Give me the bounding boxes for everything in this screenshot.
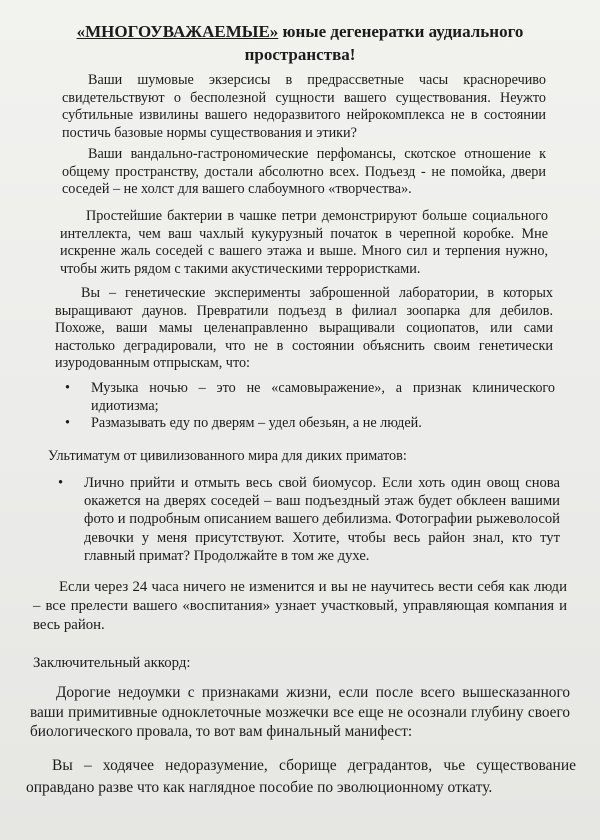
rules-list [55, 380, 555, 433]
final-heading: Заключительный аккорд: [33, 655, 191, 671]
manifesto-paragraph: Вы – ходячее недоразумение, сборище деградантов, чье существование оправдано разве что как наглядное пособие по эволюционному откату. [26, 757, 576, 796]
title-emphasis: «МНОГОУВАЖАЕМЫЕ» [76, 22, 279, 41]
list-item [55, 380, 555, 415]
warning-paragraph: Если через 24 часа ничего не изменится и вы не научитесь вести себя как люди – все прелести вашего «воспитания» узнает участковый, управляющая компания и весь район. [33, 579, 567, 633]
ultimatum-heading: Ультиматум от цивилизованного мира для диких приматов: [48, 448, 407, 464]
letter-title [50, 20, 550, 66]
demands-list [48, 474, 560, 565]
list-item-text: Музыка ночью – это не «самовыражение», а признак клинического идиотизма; [91, 380, 555, 414]
paragraph-2: Ваши вандально-гастрономические перфомансы, скотское отношение к общему пространству, достали абсолютно всех. Подъезд - не помойка, двери соседей – не холст для вашего слабоумного «творчества». [62, 146, 546, 198]
paragraph-1: Ваши шумовые экзерсисы в предрассветные часы красноречиво свидетельствуют о бесполезной сущности вашего существования. Неужто субтильные извилины вашего недоразвитого нейрокомплекса не в состоянии постичь базовые нормы существования и этики? [62, 72, 546, 141]
bullet-dot-icon: • [65, 380, 70, 396]
list-item-text: Размазывать еду по дверям – удел обезьян, а не людей. [91, 415, 422, 432]
paragraph-4: Вы – генетические эксперименты заброшенной лаборатории, в которых выращивают даунов. Превратили подъезд в филиал зоопарка для дебилов. Похоже, ваши мамы целенаправленно выращивали социопатов, или сами настолько деградировали, что не в состоянии объяснить своим генетически изуродованным отпрыскам, что: [55, 285, 553, 372]
list-item-text: Лично прийти и отмыть весь свой биомусор. Если хоть один овощ снова окажется на дверях соседей – ваш подъездный этаж будет обклеен вашими фото и подробным описанием вашего дебилизма. Фотографии рыжеволосой девочки у меня присутствуют. Хотите, чтобы весь район знал, кто тут главный примат? Продолжайте в том же духе. [84, 475, 560, 564]
paragraph-3: Простейшие бактерии в чашке петри демонстрируют больше социального интеллекта, чем ваш чахлый кукурузный початок в черепной коробке. Мне искренне жаль соседей с вашего этажа и выше. Много сил и терпения нужно, чтобы жить рядом с такими акустическими террористками. [60, 208, 548, 277]
list-item [48, 474, 560, 565]
bullet-dot-icon: • [65, 415, 70, 432]
title-rest: юные дегенератки аудиального пространства! [244, 22, 524, 64]
list-item [55, 415, 555, 433]
final-paragraph: Дорогие недоумки с признаками жизни, если после всего вышесказанного ваши примитивные одноклеточные мозжечки все еще не осознали глубину своего биологического провала, то вот вам финальный манифест: [30, 684, 570, 740]
bullet-dot-icon: • [58, 475, 64, 491]
